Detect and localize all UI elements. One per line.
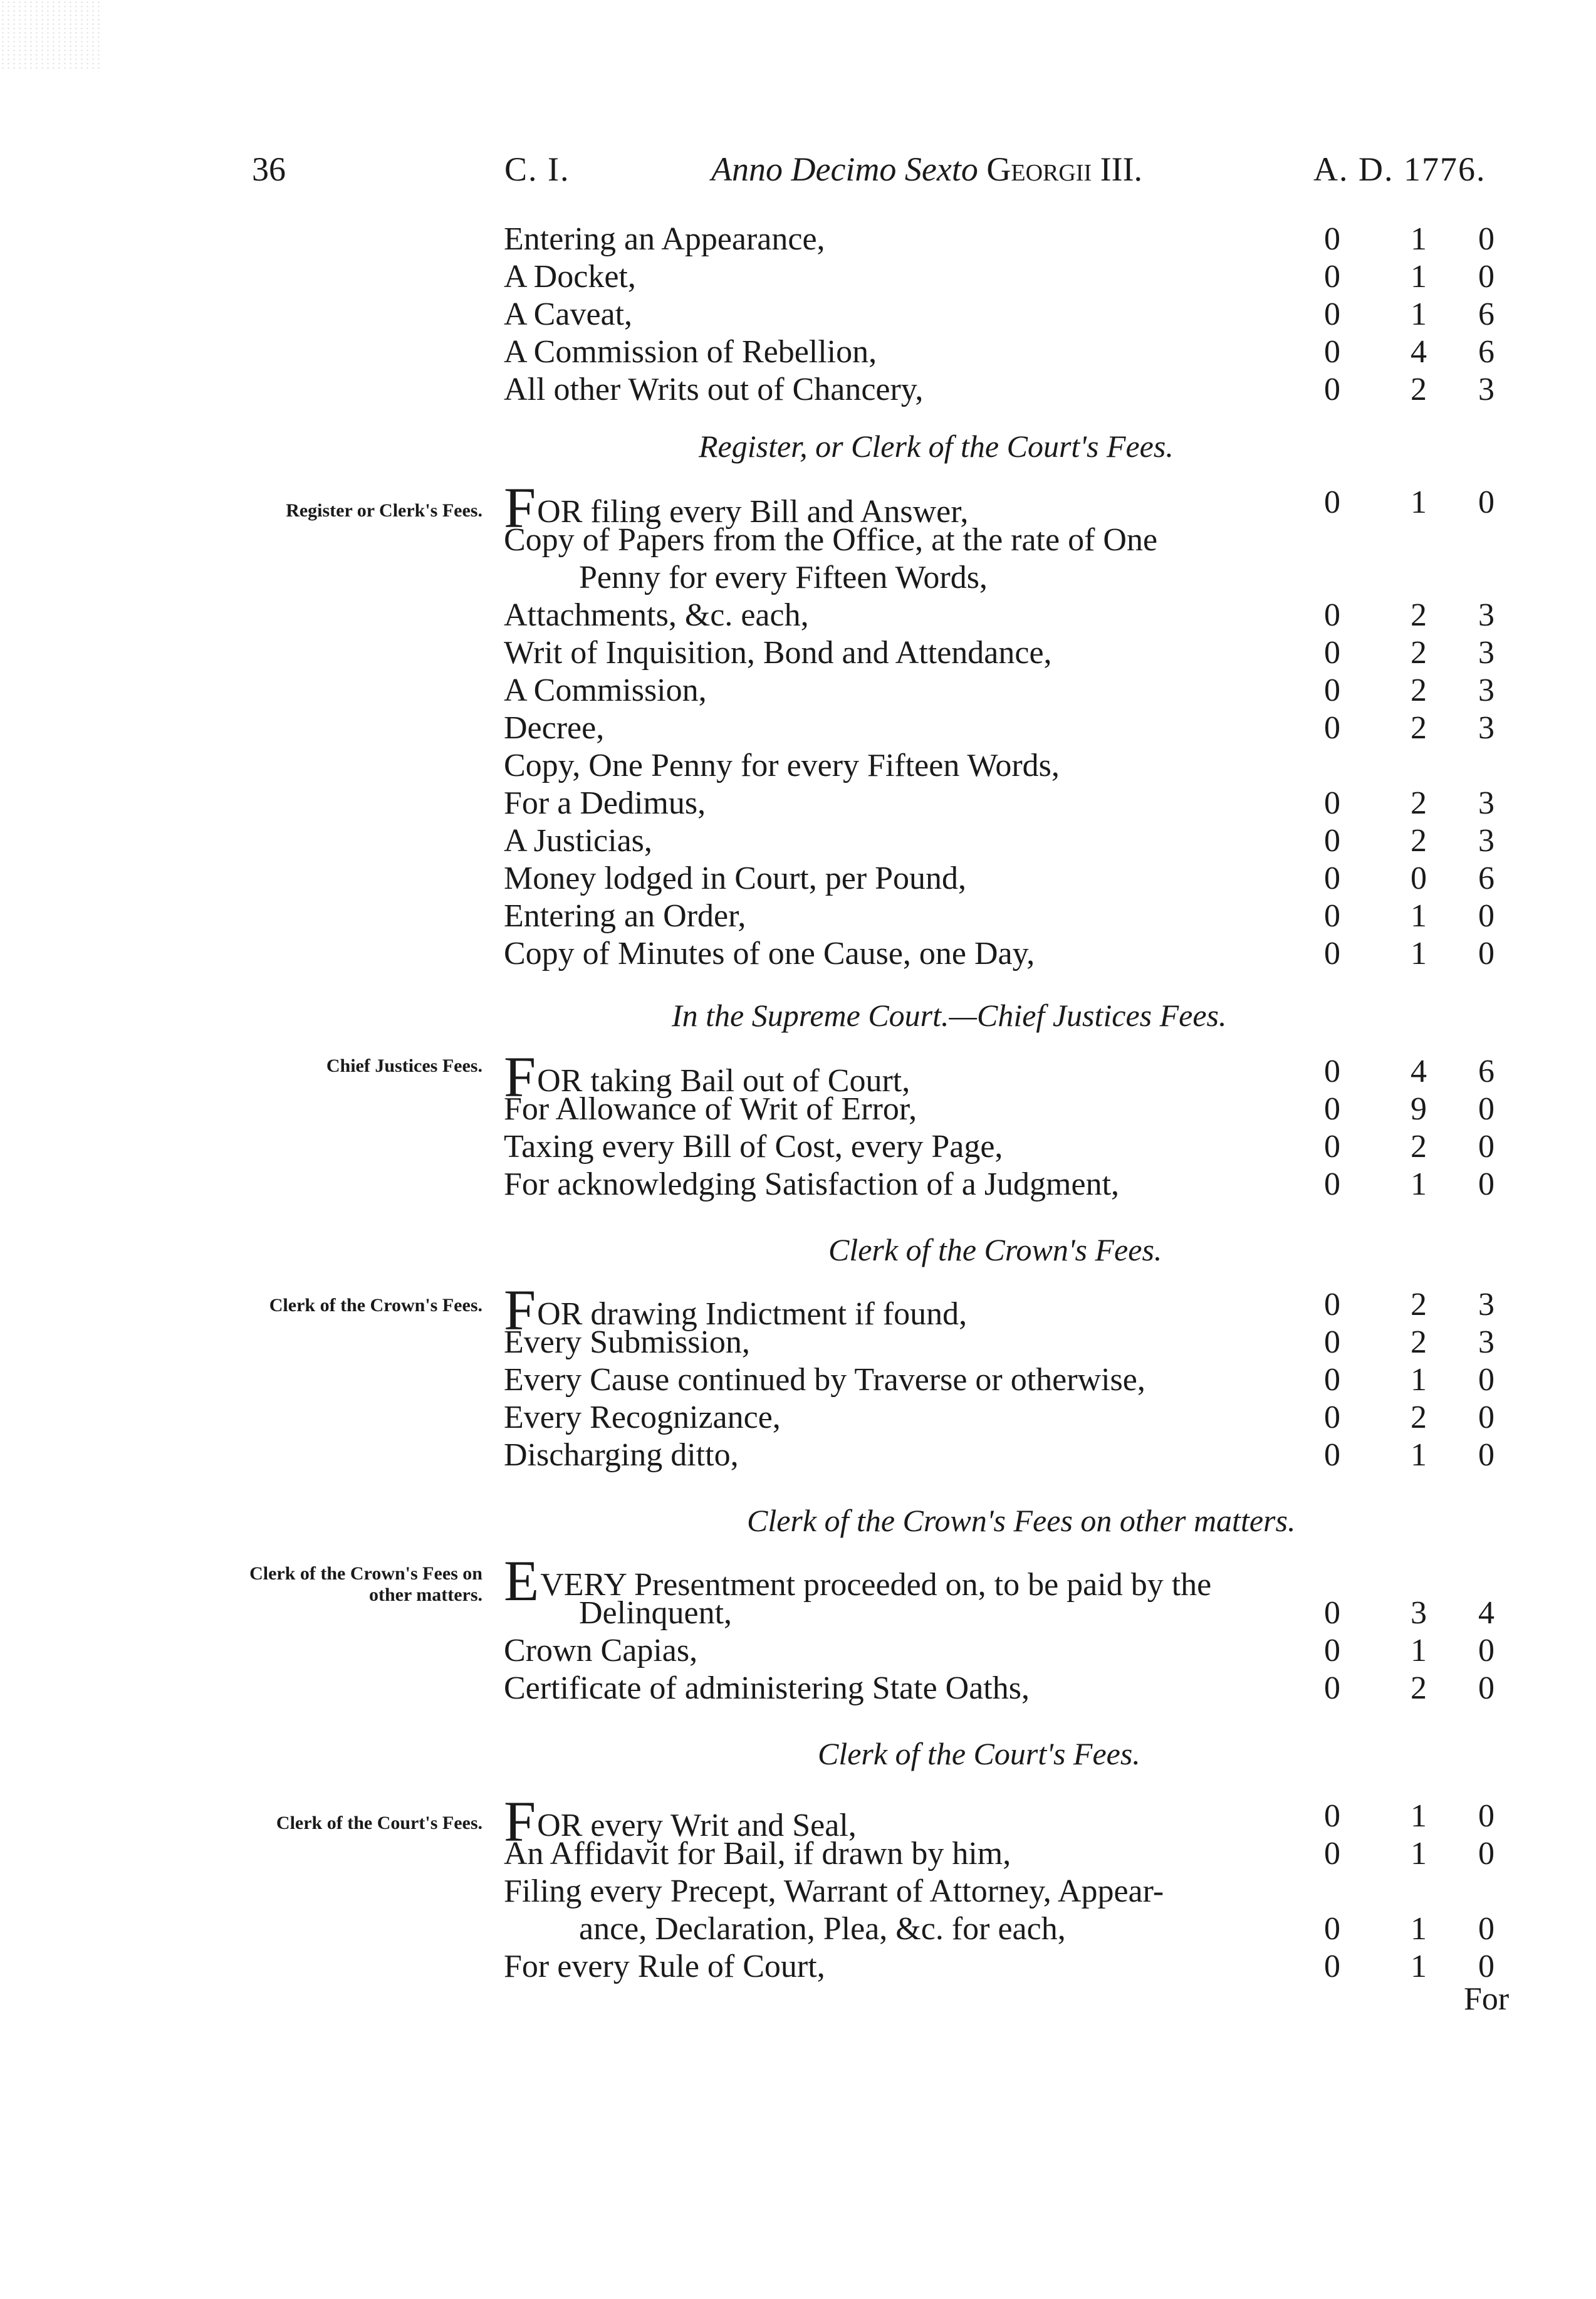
fee-pence: 6 <box>1478 861 1494 896</box>
fee-shillings: 1 <box>1411 898 1427 934</box>
fee-description: Crown Capias, <box>504 1633 698 1668</box>
fee-pence: 0 <box>1478 1437 1494 1473</box>
fee-pounds: 0 <box>1324 1166 1340 1202</box>
regnal-year <box>711 150 1142 188</box>
fee-pounds: 0 <box>1324 1400 1340 1435</box>
catchword: For <box>1464 1981 1510 2017</box>
fee-shillings: 2 <box>1411 673 1427 708</box>
fee-shillings: 1 <box>1411 484 1427 520</box>
fee-shillings: 1 <box>1411 1166 1427 1202</box>
fee-pounds: 0 <box>1324 1836 1340 1872</box>
fee-description-rest: OR drawing Indictment if found, <box>537 1296 968 1332</box>
regnal-king: Georgii III. <box>986 150 1143 188</box>
fee-shillings: 0 <box>1411 861 1427 896</box>
section-heading: Clerk of the Crown's Fees on other matters. <box>747 1503 1296 1538</box>
fee-description: For a Dedimus, <box>504 785 706 821</box>
fee-pence: 6 <box>1478 296 1494 332</box>
fee-row <box>504 296 1557 333</box>
drop-initial: F <box>504 1278 536 1342</box>
fee-pounds: 0 <box>1324 898 1340 934</box>
fee-row <box>504 559 1557 597</box>
margin-note: Clerk of the Crown's Fees. <box>269 1295 482 1316</box>
fee-pence: 0 <box>1478 1166 1494 1202</box>
section-heading: Clerk of the Crown's Fees. <box>828 1232 1162 1267</box>
fee-pence: 0 <box>1478 936 1494 971</box>
fee-description: Entering an Appearance, <box>504 221 825 257</box>
fee-description: For every Rule of Court, <box>504 1949 825 1984</box>
section-heading: Clerk of the Court's Fees. <box>818 1736 1140 1771</box>
fee-pence: 0 <box>1478 1798 1494 1834</box>
fee-row <box>504 1910 1557 1948</box>
fee-pence: 0 <box>1478 1129 1494 1165</box>
drop-initial: F <box>504 476 536 540</box>
fee-row <box>504 597 1557 634</box>
fee-description: Every Recognizance, <box>504 1400 781 1435</box>
fee-pence: 0 <box>1478 898 1494 934</box>
margin-note: Chief Justices Fees. <box>326 1055 482 1076</box>
fee-pence: 3 <box>1478 597 1494 633</box>
scan-noise <box>0 0 100 69</box>
fee-pounds: 0 <box>1324 710 1340 746</box>
fee-row <box>504 1128 1557 1166</box>
fee-description: An Affidavit for Bail, if drawn by him, <box>504 1836 1011 1872</box>
fee-shillings: 9 <box>1411 1091 1427 1127</box>
fee-pounds: 0 <box>1324 221 1340 257</box>
fee-pounds: 0 <box>1324 259 1340 295</box>
fee-description: Filing every Precept, Warrant of Attorney, Appear- <box>504 1873 1164 1909</box>
fee-pounds: 0 <box>1324 1362 1340 1398</box>
margin-note: Clerk of the Crown's Fees on other matters. <box>249 1563 482 1605</box>
fee-shillings: 2 <box>1411 710 1427 746</box>
fee-shillings: 1 <box>1411 936 1427 971</box>
fee-row <box>504 1670 1557 1707</box>
fee-shillings: 2 <box>1411 1324 1427 1360</box>
fee-shillings: 1 <box>1411 1798 1427 1834</box>
fee-pence: 0 <box>1478 1633 1494 1668</box>
fee-description: Entering an Order, <box>504 898 746 934</box>
fee-description: Copy, One Penny for every Fifteen Words, <box>504 748 1060 783</box>
fee-pence: 0 <box>1478 1949 1494 1984</box>
fee-pounds: 0 <box>1324 1670 1340 1706</box>
fee-pence: 0 <box>1478 1911 1494 1947</box>
fee-row <box>504 258 1557 296</box>
fee-row <box>504 785 1557 822</box>
fee-row <box>504 1361 1557 1399</box>
fee-pounds: 0 <box>1324 785 1340 821</box>
fee-description: Attachments, &c. each, <box>504 597 809 633</box>
fee-pence: 3 <box>1478 823 1494 859</box>
fee-description: Certificate of administering State Oaths, <box>504 1670 1030 1706</box>
fee-shillings: 4 <box>1411 1054 1427 1089</box>
fee-description: A Justicias, <box>504 823 652 859</box>
fee-row <box>504 1632 1557 1670</box>
fee-pounds: 0 <box>1324 1287 1340 1322</box>
fee-pence: 3 <box>1478 372 1494 407</box>
fee-description: Discharging ditto, <box>504 1437 739 1473</box>
fee-pence: 4 <box>1478 1595 1494 1631</box>
fee-shillings: 1 <box>1411 296 1427 332</box>
fee-description: Money lodged in Court, per Pound, <box>504 861 967 896</box>
fee-description: Writ of Inquisition, Bond and Attendance, <box>504 635 1052 671</box>
fee-shillings: 2 <box>1411 785 1427 821</box>
fee-pence: 0 <box>1478 1670 1494 1706</box>
fee-pence: 3 <box>1478 635 1494 671</box>
fee-pounds: 0 <box>1324 1949 1340 1984</box>
fee-pounds: 0 <box>1324 1437 1340 1473</box>
fee-row <box>504 860 1557 898</box>
fee-shillings: 1 <box>1411 1437 1427 1473</box>
fee-row <box>504 1789 1557 1853</box>
fee-shillings: 4 <box>1411 334 1427 370</box>
fee-description: A Commission of Rebellion, <box>504 334 877 370</box>
margin-note: Clerk of the Court's Fees. <box>276 1813 482 1833</box>
fee-pounds: 0 <box>1324 1911 1340 1947</box>
fee-description: Taxing every Bill of Cost, every Page, <box>504 1129 1003 1165</box>
fee-shillings: 1 <box>1411 221 1427 257</box>
fee-shillings: 2 <box>1411 597 1427 633</box>
drop-initial: F <box>504 1789 536 1853</box>
fee-description: All other Writs out of Chancery, <box>504 372 924 407</box>
fee-row <box>504 710 1557 747</box>
fee-pounds: 0 <box>1324 861 1340 896</box>
fee-description: Copy of Minutes of one Cause, one Day, <box>504 936 1035 971</box>
fee-pence: 0 <box>1478 1091 1494 1127</box>
fee-pounds: 0 <box>1324 484 1340 520</box>
fee-row <box>504 898 1557 935</box>
fee-pence: 3 <box>1478 1287 1494 1322</box>
fee-shillings: 1 <box>1411 1836 1427 1872</box>
fee-shillings: 1 <box>1411 1633 1427 1668</box>
fee-shillings: 2 <box>1411 1129 1427 1165</box>
fee-shillings: 1 <box>1411 1949 1427 1984</box>
year-label: A. D. 1776. <box>1313 150 1486 188</box>
drop-initial: F <box>504 1045 536 1109</box>
fee-row <box>504 1873 1557 1910</box>
fee-shillings: 1 <box>1411 1362 1427 1398</box>
fee-shillings: 2 <box>1411 635 1427 671</box>
fee-row <box>504 672 1557 710</box>
fee-pence: 0 <box>1478 259 1494 295</box>
fee-row <box>504 1166 1557 1203</box>
fee-row <box>504 935 1557 973</box>
fee-pounds: 0 <box>1324 673 1340 708</box>
fee-row <box>504 1091 1557 1128</box>
fee-description-rest: OR taking Bail out of Court, <box>537 1063 910 1099</box>
fee-pounds: 0 <box>1324 936 1340 971</box>
section-heading: Register, or Clerk of the Court's Fees. <box>699 429 1174 464</box>
fee-pence: 3 <box>1478 710 1494 746</box>
fee-row <box>504 333 1557 371</box>
fee-shillings: 2 <box>1411 1400 1427 1435</box>
fee-row <box>504 747 1557 785</box>
fee-pounds: 0 <box>1324 296 1340 332</box>
fee-description: A Docket, <box>504 259 636 295</box>
fee-row <box>504 822 1557 860</box>
fee-pence: 0 <box>1478 484 1494 520</box>
fee-row <box>504 1437 1557 1474</box>
fee-pounds: 0 <box>1324 1054 1340 1089</box>
fee-pence: 3 <box>1478 785 1494 821</box>
fee-description: Penny for every Fifteen Words, <box>579 560 988 595</box>
fee-description-rest: OR every Writ and Seal, <box>537 1808 857 1843</box>
fee-shillings: 3 <box>1411 1595 1427 1631</box>
chapter-label: C. I. <box>504 150 570 188</box>
fee-pence: 3 <box>1478 1324 1494 1360</box>
fee-description: Decree, <box>504 710 605 746</box>
fee-shillings: 2 <box>1411 823 1427 859</box>
page-number: 36 <box>252 150 286 188</box>
fee-pence: 3 <box>1478 673 1494 708</box>
fee-pounds: 0 <box>1324 334 1340 370</box>
fee-shillings: 2 <box>1411 1287 1427 1322</box>
fee-row <box>504 634 1557 672</box>
fee-row <box>504 521 1557 559</box>
fee-row <box>504 371 1557 409</box>
fee-pounds: 0 <box>1324 635 1340 671</box>
fee-description-rest: VERY Presentment proceeded on, to be paid by the <box>540 1567 1212 1603</box>
fee-pounds: 0 <box>1324 372 1340 407</box>
fee-pence: 0 <box>1478 1400 1494 1435</box>
fee-description: For acknowledging Satisfaction of a Judgment, <box>504 1166 1120 1202</box>
fee-pounds: 0 <box>1324 1595 1340 1631</box>
fee-description: Every Submission, <box>504 1324 750 1360</box>
fee-pence: 0 <box>1478 1362 1494 1398</box>
fee-description-rest: OR filing every Bill and Answer, <box>537 494 969 530</box>
fee-description: Delinquent, <box>579 1595 733 1631</box>
fee-description: A Commission, <box>504 673 707 708</box>
fee-shillings: 1 <box>1411 1911 1427 1947</box>
section-heading: In the Supreme Court.—Chief Justices Fees. <box>672 998 1227 1033</box>
fee-pounds: 0 <box>1324 1324 1340 1360</box>
fee-description: ance, Declaration, Plea, &c. for each, <box>579 1911 1066 1947</box>
fee-pounds: 0 <box>1324 1633 1340 1668</box>
fee-description: Copy of Papers from the Office, at the rate of One <box>504 522 1158 558</box>
fee-pence: 0 <box>1478 221 1494 257</box>
fee-description: Every Cause continued by Traverse or otherwise, <box>504 1362 1145 1398</box>
fee-pounds: 0 <box>1324 1798 1340 1834</box>
fee-pounds: 0 <box>1324 1129 1340 1165</box>
fee-description: For Allowance of Writ of Error, <box>504 1091 917 1127</box>
fee-row <box>504 1595 1557 1632</box>
fee-row <box>504 1835 1557 1873</box>
fee-row <box>504 1399 1557 1437</box>
fee-shillings: 2 <box>1411 1670 1427 1706</box>
fee-row <box>504 1948 1557 1986</box>
fee-pounds: 0 <box>1324 823 1340 859</box>
drop-initial: E <box>504 1549 540 1613</box>
fee-row <box>504 221 1557 258</box>
fee-pounds: 0 <box>1324 597 1340 633</box>
fee-shillings: 1 <box>1411 259 1427 295</box>
fee-pence: 6 <box>1478 334 1494 370</box>
fee-pence: 0 <box>1478 1836 1494 1872</box>
regnal-year-italic: Anno Decimo Sexto <box>711 150 978 188</box>
fee-pence: 6 <box>1478 1054 1494 1089</box>
fee-pounds: 0 <box>1324 1091 1340 1127</box>
fee-shillings: 2 <box>1411 372 1427 407</box>
margin-note: Register or Clerk's Fees. <box>286 500 482 521</box>
fee-description: A Caveat, <box>504 296 633 332</box>
fee-row <box>504 1324 1557 1361</box>
